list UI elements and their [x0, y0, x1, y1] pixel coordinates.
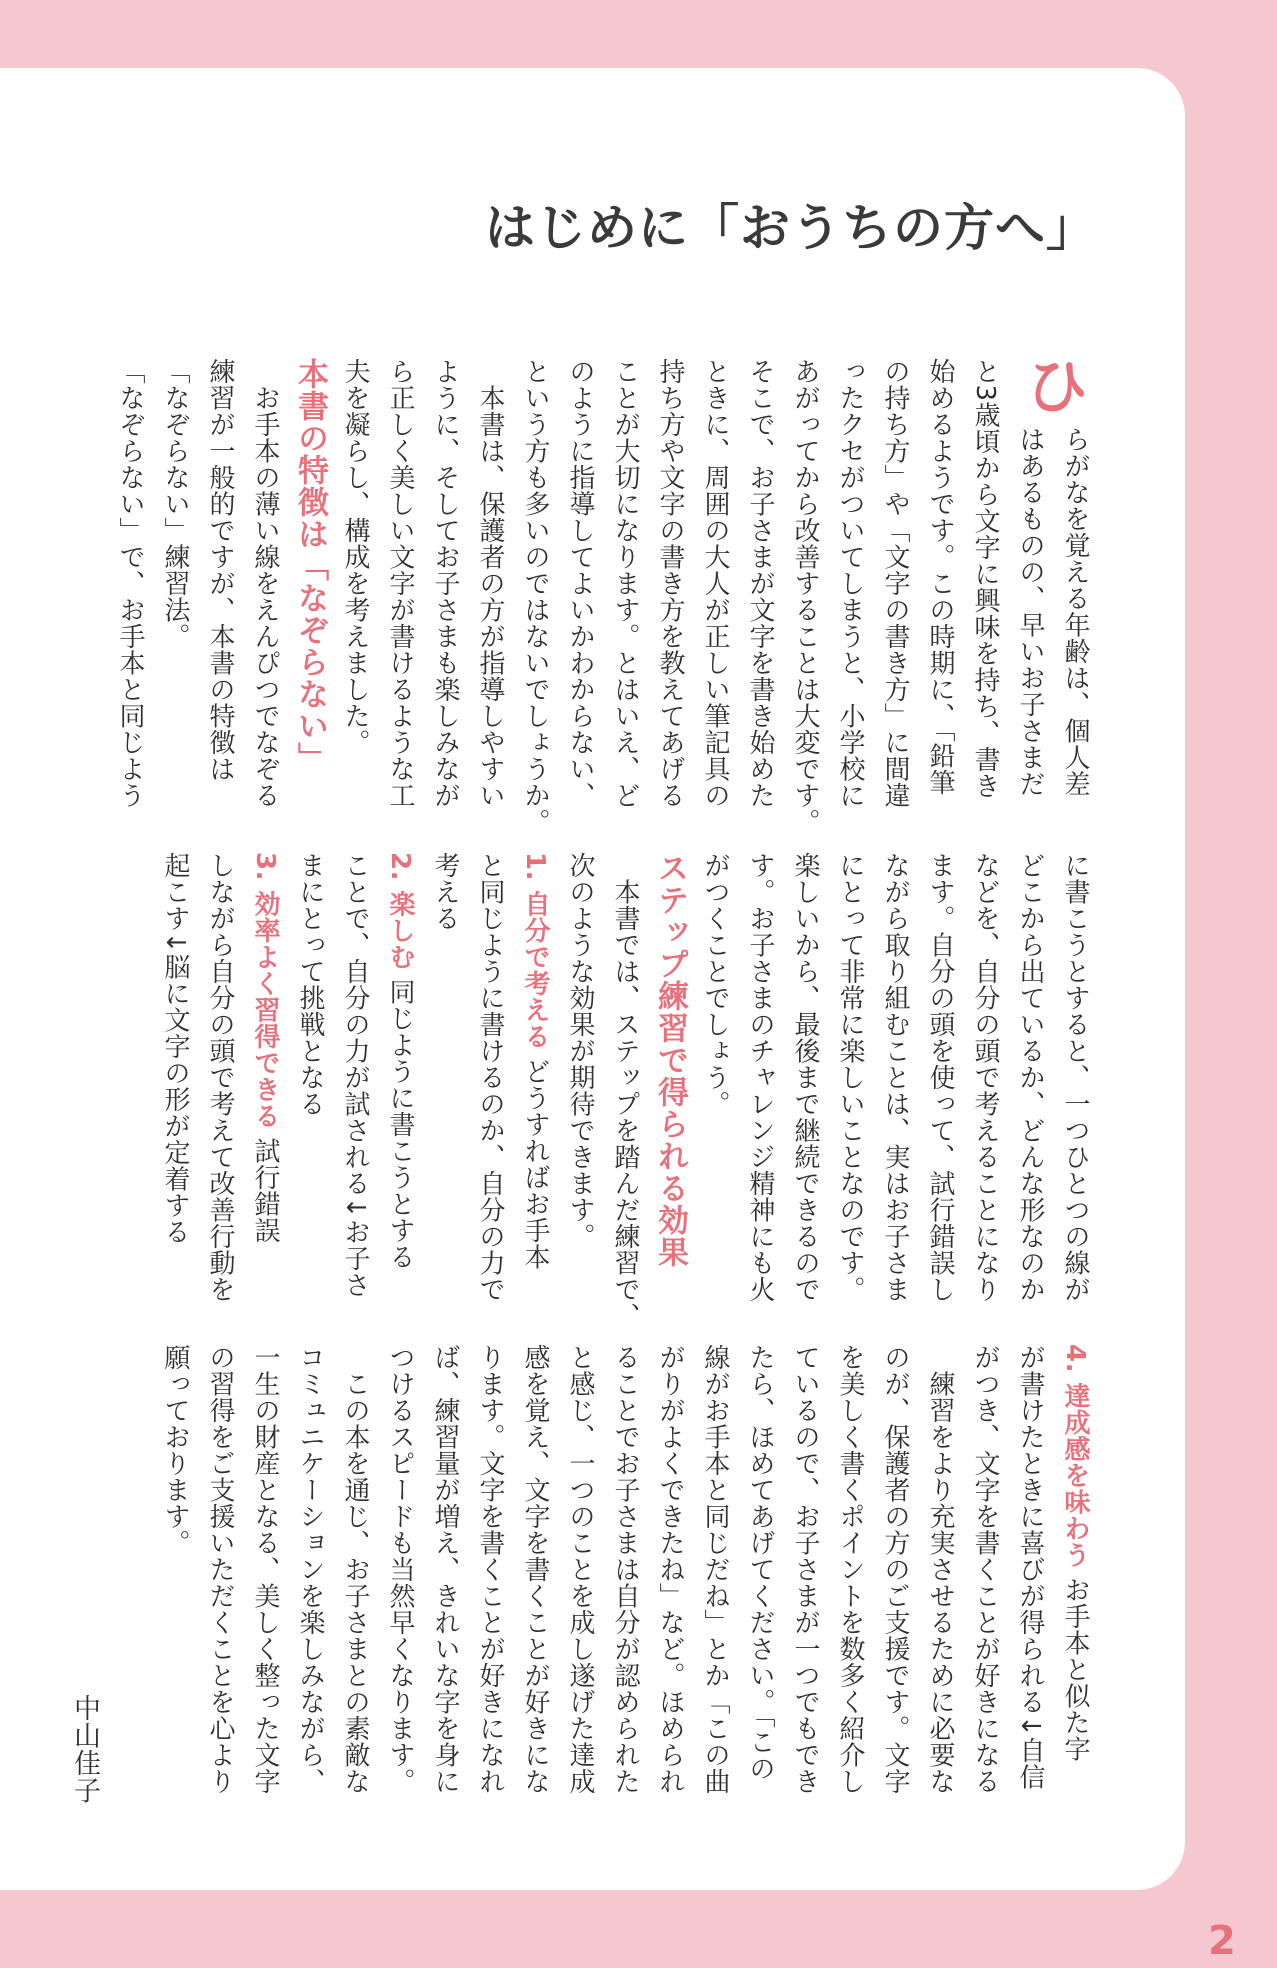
text-line: という方も多いのではないでしょうか。	[520, 358, 550, 835]
text-column	[602, 358, 647, 818]
text-line: はあるものの、早いお子さまだ	[1015, 426, 1045, 797]
page-title: はじめに「おうちの方へ」	[485, 199, 1097, 257]
text-line: のように指導してよいかわからない、	[565, 358, 595, 809]
text-line: のが、保護者の方のご支援です。文字	[880, 1344, 910, 1795]
list-item-heading: 2. 楽しむ	[385, 852, 415, 971]
text-line: と3歳頃から文字に興味を持ち、書き	[970, 358, 1000, 800]
text-line: 線がお手本と同じだね」とか「この曲	[700, 1344, 730, 1795]
text-line: お手本の薄い線をえんぴつでなぞる	[250, 358, 280, 809]
text-line: 考える	[430, 852, 460, 932]
text-line: 「なぞらない」で、お手本と同じよう	[115, 358, 145, 809]
text-line: ります。文字を書くことが好きになれ	[475, 1344, 505, 1795]
text-column	[827, 852, 872, 1312]
text-line: 夫を凝らし、構成を考えました。	[340, 358, 370, 756]
text-column	[197, 852, 242, 1312]
text-line: お手本と似た字	[1060, 1568, 1090, 1763]
text-line: コミュニケーションを楽しみながら、	[295, 1344, 325, 1795]
text-line: が書けたときに喜びが得られる↓自信	[1015, 1344, 1045, 1791]
text-line: ことで、自分の力が試される↓お子さ	[340, 852, 370, 1299]
text-column	[242, 358, 287, 818]
text-column	[647, 1344, 692, 1804]
text-column	[827, 358, 872, 818]
text-column	[1052, 1344, 1097, 1804]
text-line: に書こうとすると、一つひとつの線が	[1060, 852, 1090, 1303]
text-line: どうすればお手本	[520, 1049, 550, 1271]
text-line: どこから出ているか、どんな形なのか	[1015, 852, 1045, 1303]
text-column	[377, 358, 422, 818]
text-column	[467, 852, 512, 1312]
text-line: 始めるようです。この時期に、「鉛筆	[925, 358, 955, 796]
text-line: ているので、お子さまが一つでもでき	[790, 1344, 820, 1795]
text-column	[152, 852, 197, 1312]
text-column	[467, 1344, 512, 1804]
text-column	[512, 1344, 557, 1804]
text-column	[422, 358, 467, 818]
text-column	[512, 852, 557, 1312]
text-column	[152, 1344, 197, 1804]
text-line: まにとって挑戦となる	[295, 852, 325, 1117]
text-line: 持ち方や文字の書き方を教えてあげる	[655, 358, 685, 809]
text-column	[602, 852, 647, 1329]
text-line: あがってから改善することは大変です。	[790, 358, 820, 835]
text-column	[377, 1344, 422, 1804]
drop-cap: ひ	[1026, 350, 1089, 423]
text-column	[827, 1344, 872, 1804]
text-column	[962, 852, 1007, 1312]
text-column	[242, 1344, 287, 1804]
text-line: 「なぞらない」練習法。	[160, 358, 190, 650]
text-line: を美しく書くポイントを数多く紹介し	[835, 1344, 865, 1795]
text-line: らがなを覚える年齢は、個人差	[1060, 426, 1090, 797]
text-line: 同じように書こうとする	[385, 970, 415, 1271]
text-line: 願っております。	[160, 1344, 190, 1556]
text-column	[512, 358, 557, 835]
text-column	[467, 358, 512, 818]
text-line: と感じ、一つのことを成し遂げた達成	[565, 1344, 595, 1795]
text-column	[422, 852, 467, 1312]
text-line: ことが大切になります。とはいえ、ど	[610, 358, 640, 809]
text-line: ば、練習量が増え、きれいな字を身に	[430, 1344, 460, 1795]
text-line: 本書の特徴は「なぞらない」	[292, 358, 328, 774]
list-item-heading: 1. 自分で考える	[520, 852, 550, 1050]
text-column	[287, 852, 332, 1312]
text-column	[737, 358, 782, 818]
text-tier-3	[62, 1344, 1097, 1804]
text-line: ときに、周囲の大人が正しい筆記具の	[700, 358, 730, 809]
text-line: がつき、文字を書くことが好きになる	[970, 1344, 1000, 1795]
text-line: 練習が一般的ですが、本書の特徴は	[205, 358, 235, 782]
text-tier-1	[107, 358, 1097, 835]
text-column	[962, 358, 1007, 818]
text-column	[107, 358, 152, 818]
list-item-heading: 3. 効率よく習得できる	[250, 852, 280, 1130]
text-line: 感を覚え、文字を書くことが好きにな	[520, 1344, 550, 1795]
text-line: などを、自分の頭で考えることになり	[970, 852, 1000, 1303]
text-line: 起こす↓脳に文字の形が定着する	[160, 852, 190, 1246]
text-line: たら、ほめてあげてください。「この	[745, 1344, 775, 1782]
text-line: そこで、お子さまが文字を書き始めた	[745, 358, 775, 809]
text-column	[647, 358, 692, 818]
text-line: がりがよくできたね」など。ほめられ	[655, 1344, 685, 1795]
text-column	[872, 1344, 917, 1804]
text-column	[197, 358, 242, 818]
text-column	[737, 852, 782, 1312]
text-line: 本書は、保護者の方が指導しやすい	[475, 358, 505, 809]
text-line: 楽しいから、最後まで継続できるので	[790, 852, 820, 1303]
text-column	[287, 1344, 332, 1804]
text-column	[557, 1344, 602, 1804]
text-tier-2	[152, 852, 1097, 1329]
text-line: 一生の財産となる、美しく整った文字	[250, 1344, 280, 1795]
text-line: と同じように書けるのか、自分の力で	[475, 852, 505, 1303]
text-column	[1007, 1344, 1052, 1804]
text-line: ら正しく美しい文字が書けるような工	[385, 358, 415, 809]
text-column	[557, 358, 602, 818]
text-line: の持ち方」や「文字の書き方」に間違	[880, 358, 910, 809]
text-column	[917, 852, 962, 1312]
page-number: 2	[1208, 1918, 1236, 1964]
text-line: この本を通じ、お子さまとの素敵な	[340, 1344, 370, 1795]
text-column	[917, 1344, 962, 1804]
text-column	[782, 358, 827, 835]
text-column	[242, 852, 287, 1312]
text-column	[377, 852, 422, 1312]
text-line: しながら自分の頭で考えて改善行動を	[205, 852, 235, 1303]
text-column	[332, 852, 377, 1312]
text-line: の習得をご支援いただくことを心より	[205, 1344, 235, 1795]
text-column	[692, 852, 737, 1312]
text-line: ように、そしてお子さまも楽しみなが	[430, 358, 460, 809]
text-column	[332, 1344, 377, 1804]
section-heading	[287, 358, 332, 818]
text-line: つけるスピードも当然早くなります。	[385, 1344, 415, 1795]
text-line: にとって非常に楽しいことなのです。	[835, 852, 865, 1303]
text-line: 本書では、ステップを踏んだ練習で、	[610, 852, 640, 1329]
section-heading	[647, 852, 692, 1312]
text-column	[962, 1344, 1007, 1804]
text-line: 試行錯誤	[250, 1129, 280, 1244]
text-column	[602, 1344, 647, 1804]
text-column	[1007, 852, 1052, 1312]
text-column	[872, 358, 917, 818]
text-line: 練習をより充実させるために必要な	[925, 1344, 955, 1795]
text-column	[332, 358, 377, 818]
text-column	[872, 852, 917, 1312]
text-column	[1052, 358, 1097, 818]
text-column	[692, 1344, 737, 1804]
text-column	[197, 1344, 242, 1804]
text-column	[1007, 358, 1052, 818]
text-line: ステップ練習で得られる効果	[652, 852, 688, 1268]
text-line: ることでお子さまは自分が認められた	[610, 1344, 640, 1795]
text-line: す。お子さまのチャレンジ精神にも火	[745, 852, 775, 1303]
text-column	[782, 1344, 827, 1804]
text-column	[782, 852, 827, 1312]
text-line: ったクセがついてしまうと、小学校に	[835, 358, 865, 809]
text-line: がつくことでしょう。	[700, 852, 730, 1117]
text-line: ます。自分の頭を使って、試行錯誤し	[925, 852, 955, 1303]
text-column	[692, 358, 737, 818]
text-column	[737, 1344, 782, 1804]
text-line: 次のような効果が期待できます。	[565, 852, 595, 1250]
text-column	[152, 358, 197, 818]
text-column	[422, 1344, 467, 1804]
text-column	[1052, 852, 1097, 1312]
text-column	[917, 358, 962, 818]
text-line: ながら取り組むことは、実はお子さま	[880, 852, 910, 1303]
list-item-heading: 4. 達成感を味わう	[1060, 1344, 1090, 1569]
author-name: 中山佳子	[69, 1694, 100, 1804]
text-column	[557, 852, 602, 1312]
